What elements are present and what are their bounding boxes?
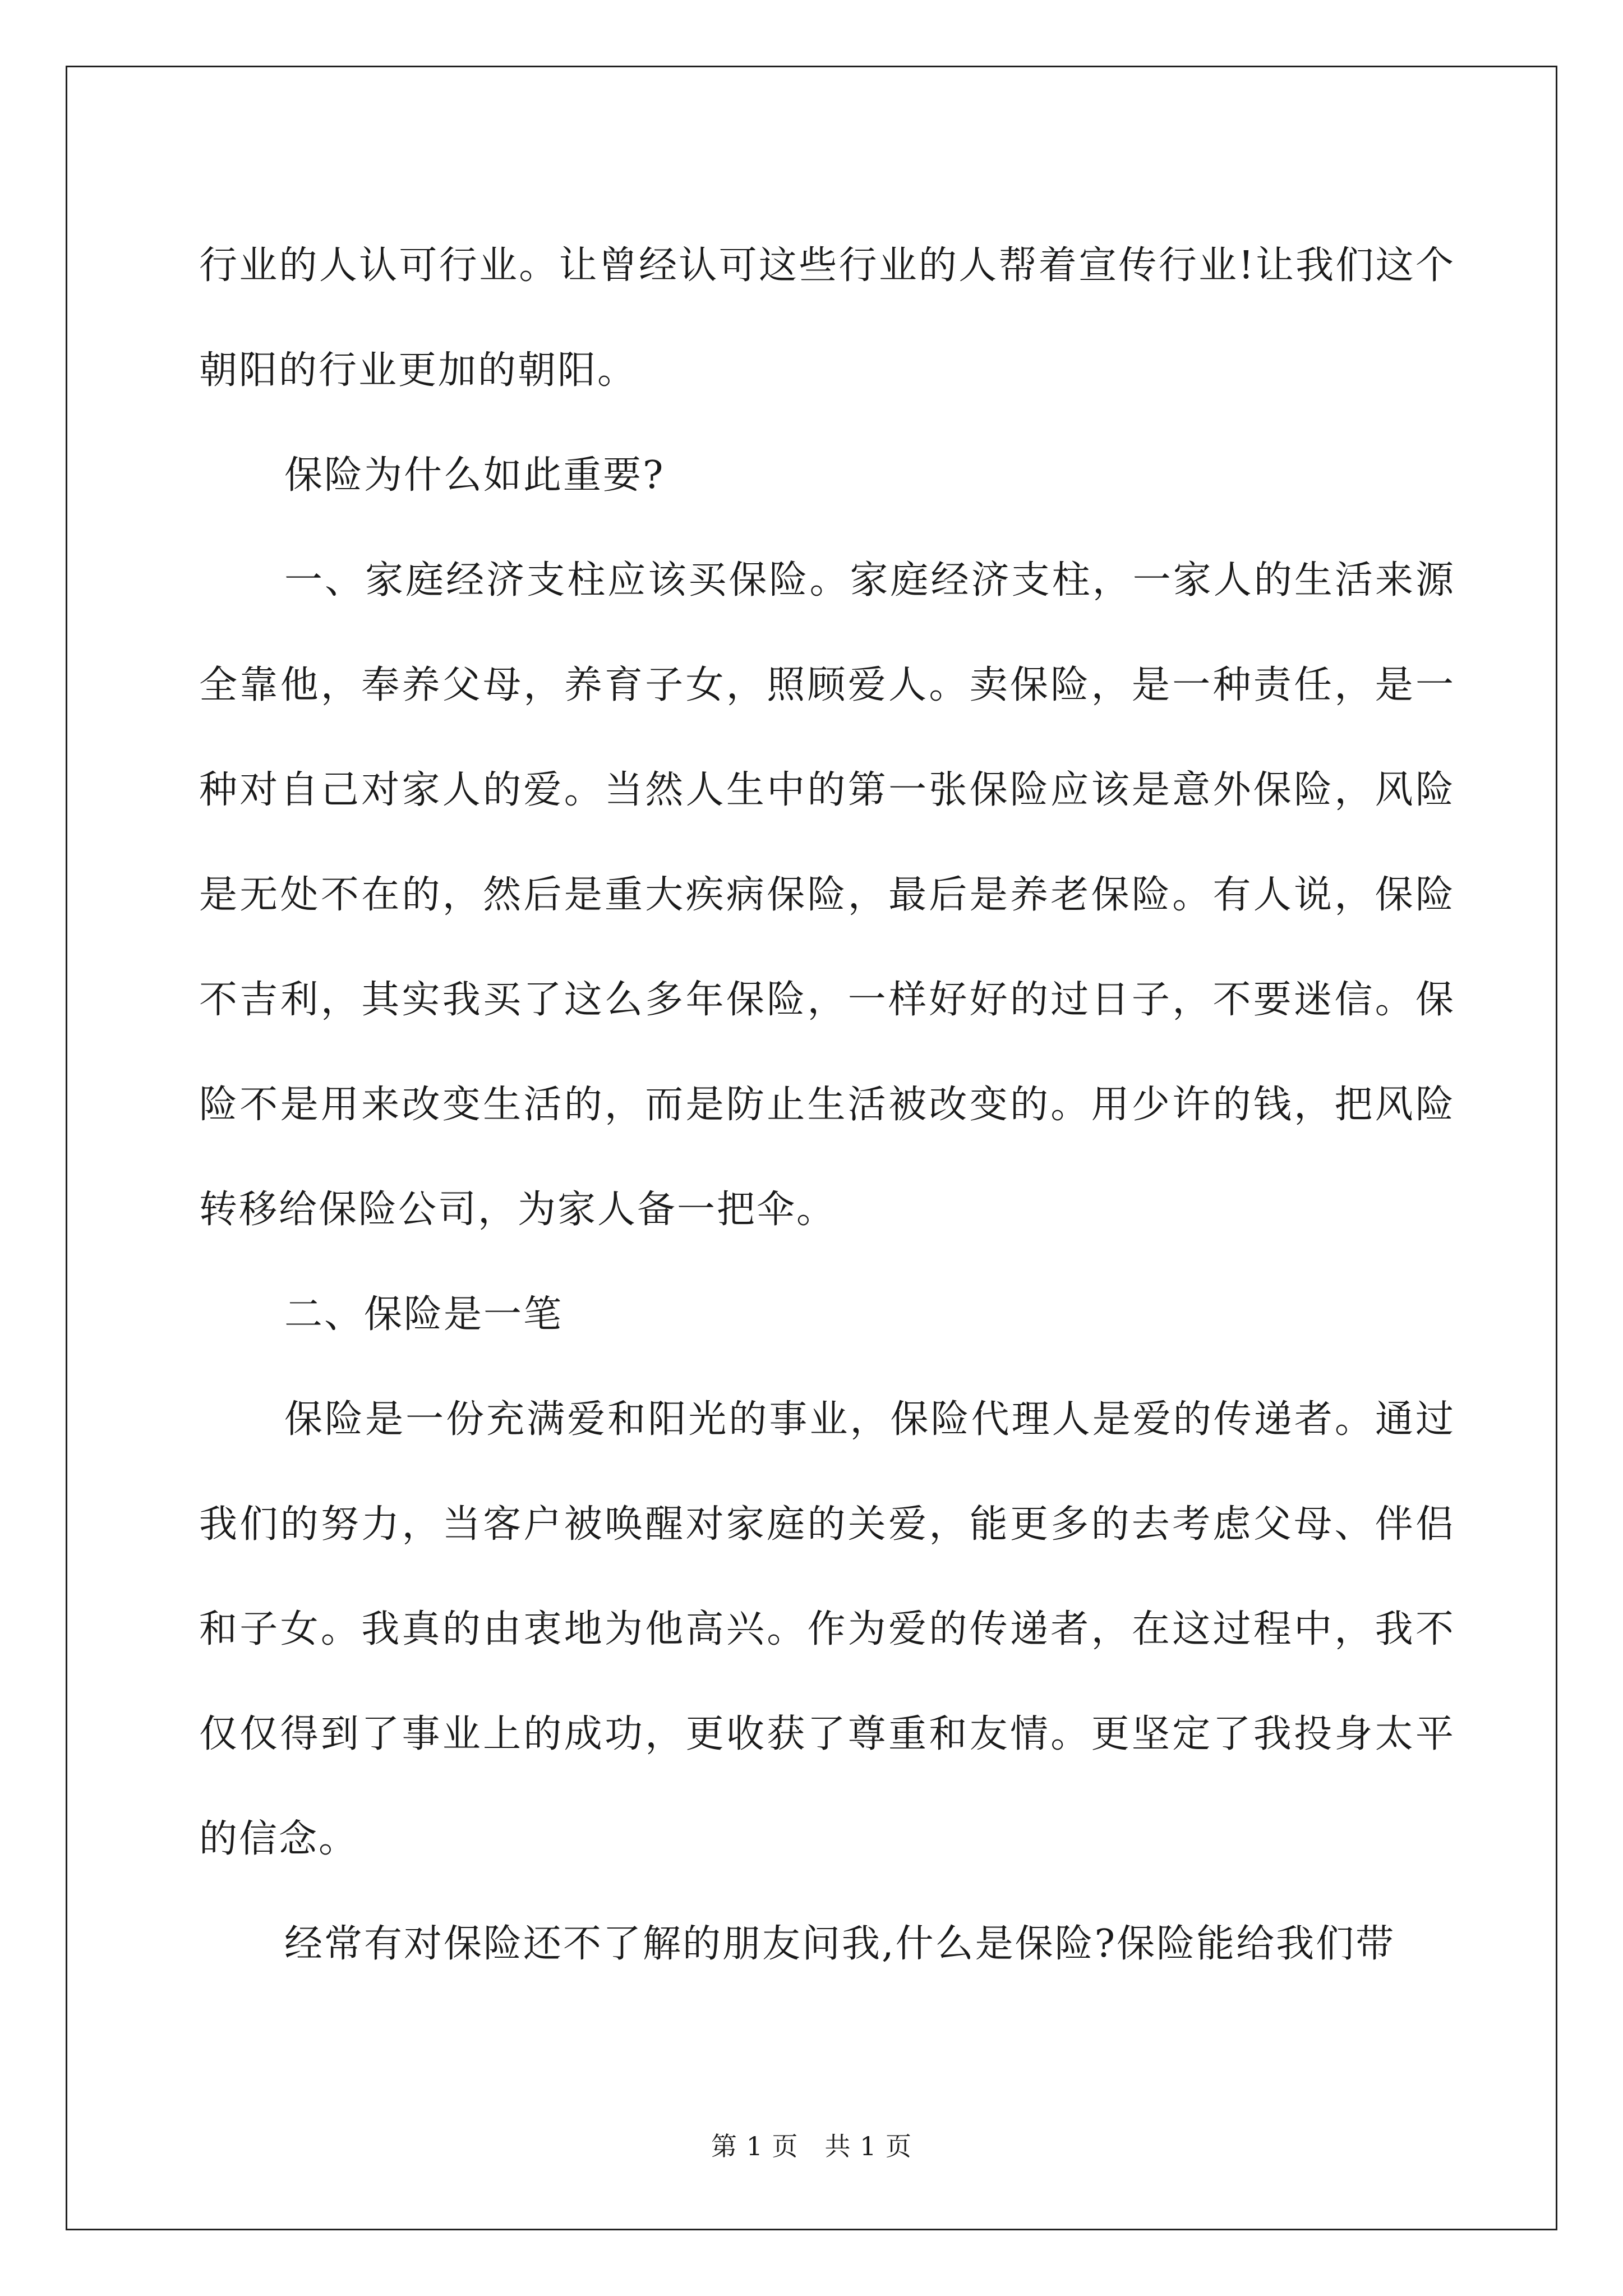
paragraph-6: 经常有对保险还不了解的朋友问我,什么是保险?保险能给我们带 bbox=[284, 1922, 1396, 1966]
paragraph-1: 行业的人认可行业。让曾经认可这些行业的人帮着宣传行业!让我们这个朝阳的行业更加的朝阳。 bbox=[199, 243, 1455, 393]
paragraph-3: 一、家庭经济支柱应该买保险。家庭经济支柱，一家人的生活来源全靠他，奉养父母，养育子女，照顾爱人。卖保险，是一种责任，是一种对自己对家人的爱。当然人生中的第一张保险应该是意外保险，风险是无处不在的，然后是重大疾病保险，最后是养老保险。有人说，保险不吉利，其实我买了这么多年保险，一样好好的过日子，不要迷信。保险不是用来改变生活的，而是防止生活被改变的。用少许的钱，把风险转移给保险公司，为家人备一把伞。 bbox=[199, 558, 1455, 1232]
page-footer: 第 1 页 共 1 页 bbox=[711, 2131, 912, 2161]
document-body bbox=[199, 213, 1455, 1996]
paragraph-5: 保险是一份充满爱和阳光的事业，保险代理人是爱的传递者。通过我们的努力，当客户被唤醒对家庭的关爱，能更多的去考虑父母、伴侣和子女。我真的由衷地为他高兴。作为爱的传递者，在这过程中，我不仅仅得到了事业上的成功，更收获了尊重和友情。更坚定了我投身太平的信念。 bbox=[199, 1397, 1455, 1861]
paragraph-2-heading: 保险为什么如此重要? bbox=[284, 453, 665, 498]
paragraph-4-heading: 二、保险是一笔 bbox=[284, 1292, 564, 1337]
